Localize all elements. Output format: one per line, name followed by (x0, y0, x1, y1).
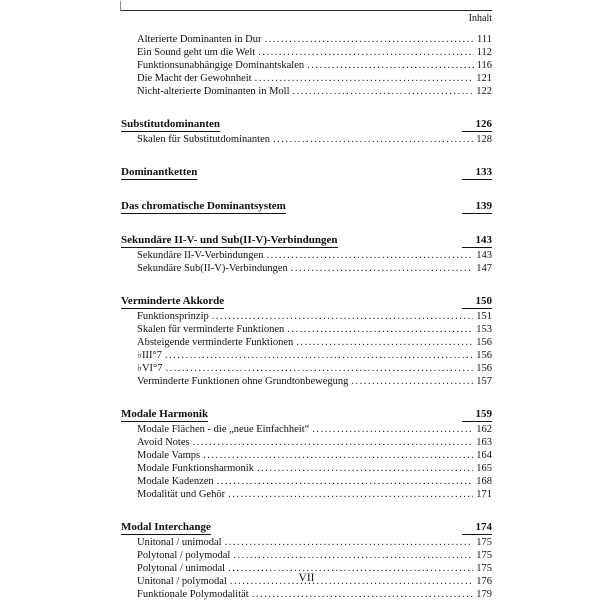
toc-entry-page-number: 111 (477, 34, 492, 45)
toc-entry-page-number: 156 (476, 363, 492, 374)
toc-heading-page-number: 159 (462, 407, 493, 422)
toc-entry-page-number: 151 (476, 311, 492, 322)
toc-entry-label: Funktionale Polymodalität (137, 589, 249, 600)
toc-entry-row (121, 249, 492, 262)
dot-leader (233, 549, 473, 562)
toc-heading-label: Substitutdominanten (121, 118, 221, 130)
toc-entry-row (121, 462, 492, 475)
toc-section (121, 407, 492, 501)
toc-entry-page-number: 121 (476, 73, 492, 84)
toc-entry-page-number: 143 (476, 250, 492, 261)
toc-entry-row (121, 336, 492, 349)
toc-heading-page-number: 174 (462, 520, 493, 535)
toc-heading-row (121, 199, 492, 214)
toc-entry-page-number: 175 (476, 550, 492, 561)
page-header (121, 10, 492, 25)
toc-entry-row (121, 375, 492, 388)
toc-heading-page-number: 139 (462, 199, 493, 214)
toc-heading-page-number: 143 (462, 233, 493, 248)
toc-heading-label: Das chromatische Dominantsystem (121, 200, 286, 212)
toc-entry-row (121, 33, 492, 46)
toc-entry-row (121, 85, 492, 98)
dot-leader (203, 449, 473, 462)
page-number: VII (298, 572, 315, 584)
toc-entry-row (121, 549, 492, 562)
toc-entry-page-number: 147 (476, 263, 492, 274)
toc-heading-row (121, 294, 492, 309)
toc-entry-label: Absteigende verminderte Funktionen (137, 337, 294, 348)
toc-entry-label: Sekundäre II-V-Verbindungen (137, 250, 264, 261)
dot-leader (165, 349, 473, 362)
dot-leader (266, 249, 473, 262)
toc-entry-row (121, 588, 492, 601)
page-footer (121, 572, 492, 584)
toc-entry-label: Unitonal / unimodal (137, 537, 222, 548)
dot-leader (258, 46, 473, 59)
toc-entry-label: Modale Vamps (137, 450, 201, 461)
toc-entry-page-number: 164 (476, 450, 492, 461)
dot-leader (225, 536, 474, 549)
toc-entry-label: Die Macht der Gewohnheit (137, 73, 252, 84)
toc-heading-label: Modale Harmonik (121, 408, 209, 420)
toc-entry-label: Verminderte Funktionen ohne Grundtonbewegung (137, 376, 349, 387)
toc-section (121, 233, 492, 275)
dot-leader (307, 59, 474, 72)
toc-entry-row (121, 488, 492, 501)
toc-entry-label: Unitonal / polymodal (137, 576, 227, 587)
toc-entry-page-number: 175 (476, 563, 492, 574)
toc-heading-page-number: 133 (462, 165, 493, 180)
toc-entry-page-number: 156 (476, 337, 492, 348)
toc-entry-row (121, 475, 492, 488)
toc-entry-row (121, 72, 492, 85)
dot-leader (351, 375, 473, 388)
toc-entry-label: Nicht-alterierte Dominanten in Moll (137, 86, 290, 97)
dot-leader (287, 323, 473, 336)
toc-entry-page-number: 168 (476, 476, 492, 487)
toc-entry-label: Polytonal / polymodal (137, 550, 231, 561)
toc-heading-row (121, 165, 492, 180)
toc-entry-page-number: 171 (476, 489, 492, 500)
toc-entry-page-number: 175 (476, 537, 492, 548)
dot-leader (265, 33, 475, 46)
dot-leader (257, 462, 473, 475)
toc-entry-page-number: 163 (476, 437, 492, 448)
toc-entry-page-number: 176 (476, 576, 492, 587)
toc-entry-label: Avoid Notes (137, 437, 190, 448)
toc-heading-label: Sekundäre II-V- und Sub(II-V)-Verbindungen (121, 234, 338, 246)
toc-entry-row (121, 262, 492, 275)
toc-entry-label: Skalen für Substitutdominanten (137, 134, 270, 145)
dot-leader (228, 488, 473, 501)
toc-entry-row (121, 59, 492, 72)
toc-entry-row (121, 536, 492, 549)
toc-heading-page-number: 150 (462, 294, 493, 309)
page-edge-mark (120, 1, 121, 11)
dot-leader (296, 336, 473, 349)
toc-entry-row (121, 133, 492, 146)
toc-section (121, 33, 492, 98)
dot-leader (217, 475, 474, 488)
dot-leader (165, 362, 473, 375)
toc-entry-row (121, 349, 492, 362)
toc-entry-label: Sekundäre Sub(II-V)-Verbindungen (137, 263, 288, 274)
toc-entry-label: Ein Sound geht um die Welt (137, 47, 256, 58)
dot-leader (212, 310, 473, 323)
dot-leader (293, 85, 474, 98)
toc-entry-row (121, 436, 492, 449)
toc-entry-page-number: 165 (476, 463, 492, 474)
toc-entry-page-number: 153 (476, 324, 492, 335)
toc-entry-label: Funktionsunabhängige Dominantskalen (137, 60, 305, 71)
toc-entry-label: Modale Funktionsharmonik (137, 463, 254, 474)
toc-heading-row (121, 407, 492, 422)
toc-entry-label: Modalität und Gehör (137, 489, 226, 500)
toc-list (121, 33, 492, 601)
toc-entry-page-number: 112 (476, 47, 492, 58)
toc-heading-label: Dominantketten (121, 166, 198, 178)
toc-entry-label: Polytonal / unimodal (137, 563, 226, 574)
toc-entry-row (121, 449, 492, 462)
toc-heading-row (121, 233, 492, 248)
dot-leader (273, 133, 473, 146)
toc-entry-page-number: 122 (476, 86, 492, 97)
header-rule (121, 10, 492, 11)
toc-entry-label: ♭VI°7 (137, 363, 163, 374)
toc-entry-label: ♭III°7 (137, 350, 162, 361)
toc-page (121, 10, 492, 601)
toc-heading-row (121, 117, 492, 132)
dot-leader (312, 423, 473, 436)
toc-entry-row (121, 310, 492, 323)
toc-entry-label: Funktionsprinzip (137, 311, 209, 322)
dot-leader (252, 588, 474, 601)
toc-entry-label: Skalen für verminderte Funktionen (137, 324, 285, 335)
toc-entry-page-number: 116 (476, 60, 492, 71)
toc-heading-row (121, 520, 492, 535)
toc-section (121, 117, 492, 146)
toc-section (121, 199, 492, 214)
toc-entry-label: Modale Flächen - die „neue Einfachheit“ (137, 424, 310, 435)
toc-entry-page-number: 128 (476, 134, 492, 145)
toc-entry-page-number: 156 (476, 350, 492, 361)
toc-entry-row (121, 362, 492, 375)
toc-entry-row (121, 46, 492, 59)
toc-section (121, 294, 492, 388)
dot-leader (255, 72, 474, 85)
toc-entry-row (121, 323, 492, 336)
toc-section (121, 165, 492, 180)
toc-entry-page-number: 162 (476, 424, 492, 435)
dot-leader (193, 436, 474, 449)
toc-entry-page-number: 157 (476, 376, 492, 387)
toc-heading-page-number: 126 (462, 117, 493, 132)
toc-section (121, 520, 492, 601)
dot-leader (291, 262, 474, 275)
toc-heading-label: Modal Interchange (121, 521, 211, 533)
running-head-title: Inhalt (468, 13, 492, 24)
toc-entry-label: Modale Kadenzen (137, 476, 214, 487)
toc-entry-label: Alterierte Dominanten in Dur (137, 34, 262, 45)
toc-heading-label: Verminderte Akkorde (121, 295, 225, 307)
toc-entry-page-number: 179 (476, 589, 492, 600)
toc-entry-row (121, 423, 492, 436)
